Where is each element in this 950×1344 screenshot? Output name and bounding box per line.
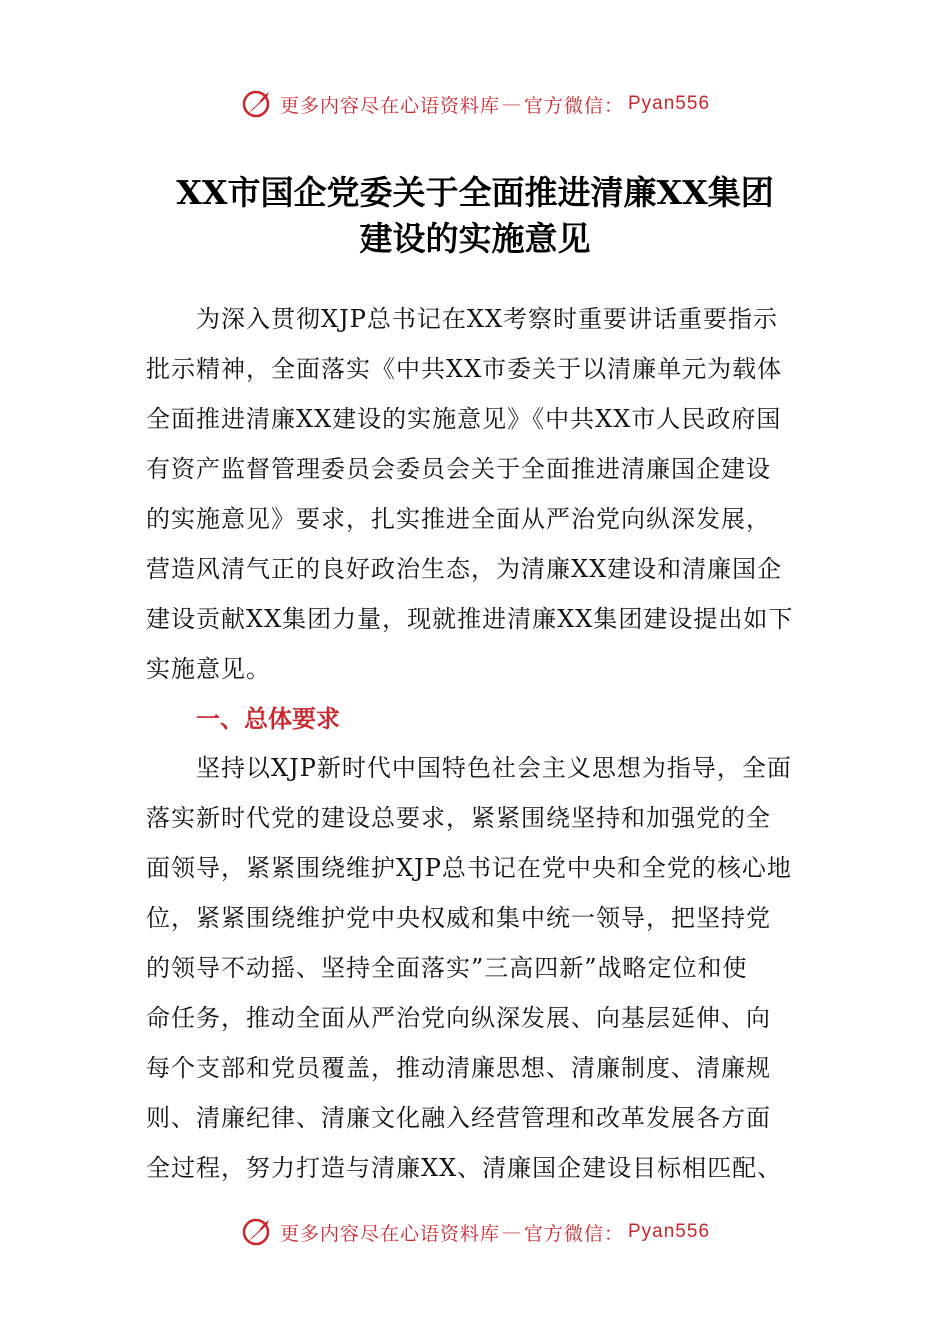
paragraph-line: 每个支部和党员覆盖，推动清廉思想、清廉制度、清廉规: [146, 1054, 771, 1082]
paragraph-line: 位，紧紧围绕维护党中央权威和集中统一领导，把坚持党: [146, 904, 771, 932]
watermark-id: Pyan556: [628, 93, 711, 114]
paragraph-line: 落实新时代党的建设总要求，紧紧围绕坚持和加强党的全: [146, 804, 771, 832]
paragraph-line: 营造风清气正的良好政治生态，为清廉XX建设和清廉国企: [146, 555, 783, 583]
paragraph-line: 建设贡献XX集团力量，现就推进清廉XX集团建设提出如下: [146, 605, 794, 633]
watermark-id: Pyan556: [628, 1221, 711, 1242]
document-title: [120, 170, 830, 262]
watermark-label: 官方微信：: [523, 1222, 624, 1245]
paragraph-line: 坚持以XJP新时代中国特色社会主义思想为指导，全面: [196, 754, 792, 782]
quill-logo-icon: [240, 87, 274, 121]
paragraph-line: 全过程，努力打造与清廉XX、清廉国企建设目标相匹配、: [146, 1154, 783, 1182]
paragraph-line: 的领导不动摇、坚持全面落实”三高四新”战略定位和使: [146, 954, 748, 982]
intro-paragraph: [146, 294, 806, 694]
header-watermark: [0, 84, 950, 124]
paragraph-line: 面领导，紧紧围绕维护XJP总书记在党中央和全党的核心地: [146, 854, 792, 882]
section-heading: 一、总体要求: [196, 705, 340, 733]
requirements-paragraph: [146, 743, 806, 1193]
title-line: 建设的实施意见: [359, 219, 591, 258]
paragraph-line: 的实施意见》要求，扎实推进全面从严治党向纵深发展，: [146, 505, 771, 533]
watermark-separator: —: [501, 1221, 522, 1243]
watermark-text: 更多内容尽在心语资料库: [279, 1222, 500, 1245]
watermark-label: 官方微信：: [523, 94, 624, 117]
footer-watermark: [0, 1212, 950, 1252]
paragraph-line: 为深入贯彻XJP总书记在XX考察时重要讲话重要指示: [196, 305, 779, 333]
paragraph-line: 有资产监督管理委员会委员会关于全面推进清廉国企建设: [146, 455, 771, 483]
watermark-text: 更多内容尽在心语资料库: [279, 94, 500, 117]
paragraph-line: 则、清廉纪律、清廉文化融入经营管理和改革发展各方面: [146, 1104, 771, 1132]
paragraph-line: 实施意见。: [146, 655, 271, 683]
watermark-separator: —: [501, 93, 522, 115]
paragraph-line: 全面推进清廉XX建设的实施意见》《中共XX市人民政府国: [146, 405, 782, 433]
quill-logo-icon: [240, 1215, 274, 1249]
paragraph-line: 批示精神，全面落实《中共XX市委关于以清廉单元为载体: [146, 355, 783, 383]
title-line: XX市国企党委关于全面推进清廉XX集团: [176, 173, 774, 212]
paragraph-line: 命任务，推动全面从严治党向纵深发展、向基层延伸、向: [146, 1004, 771, 1032]
